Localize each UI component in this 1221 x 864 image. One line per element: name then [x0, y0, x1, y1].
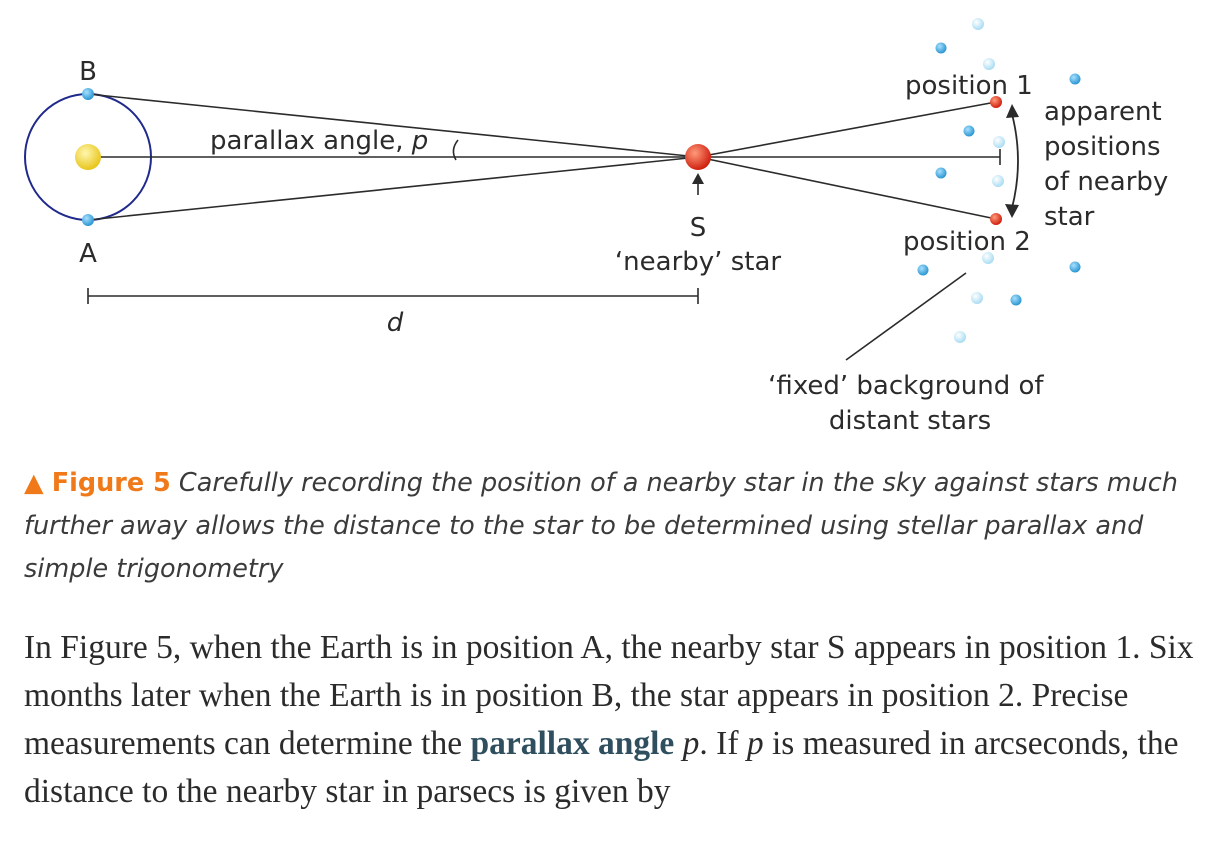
triangle-icon: ▲ [24, 468, 44, 498]
label-nearby-star: ‘nearby’ star [614, 247, 782, 277]
background-pointer-line [846, 273, 966, 360]
label-d: d [386, 308, 404, 338]
earth-position-a [82, 214, 94, 226]
body-text-part4: is measured in arcseconds, the distance to the nearby star in parsecs is given by [24, 725, 1179, 810]
body-text-part3: . If [699, 725, 747, 762]
apparent-shift-arrow [1005, 104, 1019, 218]
label-position-1: position 1 [905, 71, 1033, 101]
variable-p: p [746, 725, 764, 762]
body-text-space [674, 725, 682, 762]
star-pointer-arrow [692, 173, 704, 195]
figure-label: Figure 5 [51, 468, 171, 498]
nearby-star [685, 144, 711, 170]
label-s: S [689, 213, 707, 243]
body-text-part1: In Figure 5, when the Earth is in position A, the nearby star S appears in position 1. Six months later when the Earth is in position B, the star appears in position 2. Precise measurements can determine the [24, 629, 1194, 762]
caption-text: Carefully recording the position of a nearby star in the sky against stars much further away allows the distance to the star to be determined using stellar parallax and simple trigonometry [24, 468, 1178, 584]
label-b: B [79, 57, 97, 87]
variable-p: p [682, 725, 700, 762]
label-fixed-background: ‘fixed’ background of distant stars [768, 371, 1044, 436]
apparent-position-2 [990, 213, 1002, 225]
key-term-parallax-angle: parallax angle [470, 725, 675, 762]
earth-position-b [82, 88, 94, 100]
label-a: A [79, 239, 97, 269]
body-paragraph [24, 624, 1209, 816]
sight-lines [88, 94, 1000, 220]
distance-bar [88, 288, 698, 304]
label-apparent-positions: apparent positions of nearby star [1044, 97, 1169, 232]
figure-caption [24, 462, 1204, 591]
label-position-2: position 2 [903, 227, 1031, 257]
label-parallax-angle: parallax angle, p [210, 126, 429, 156]
sun [75, 144, 101, 170]
